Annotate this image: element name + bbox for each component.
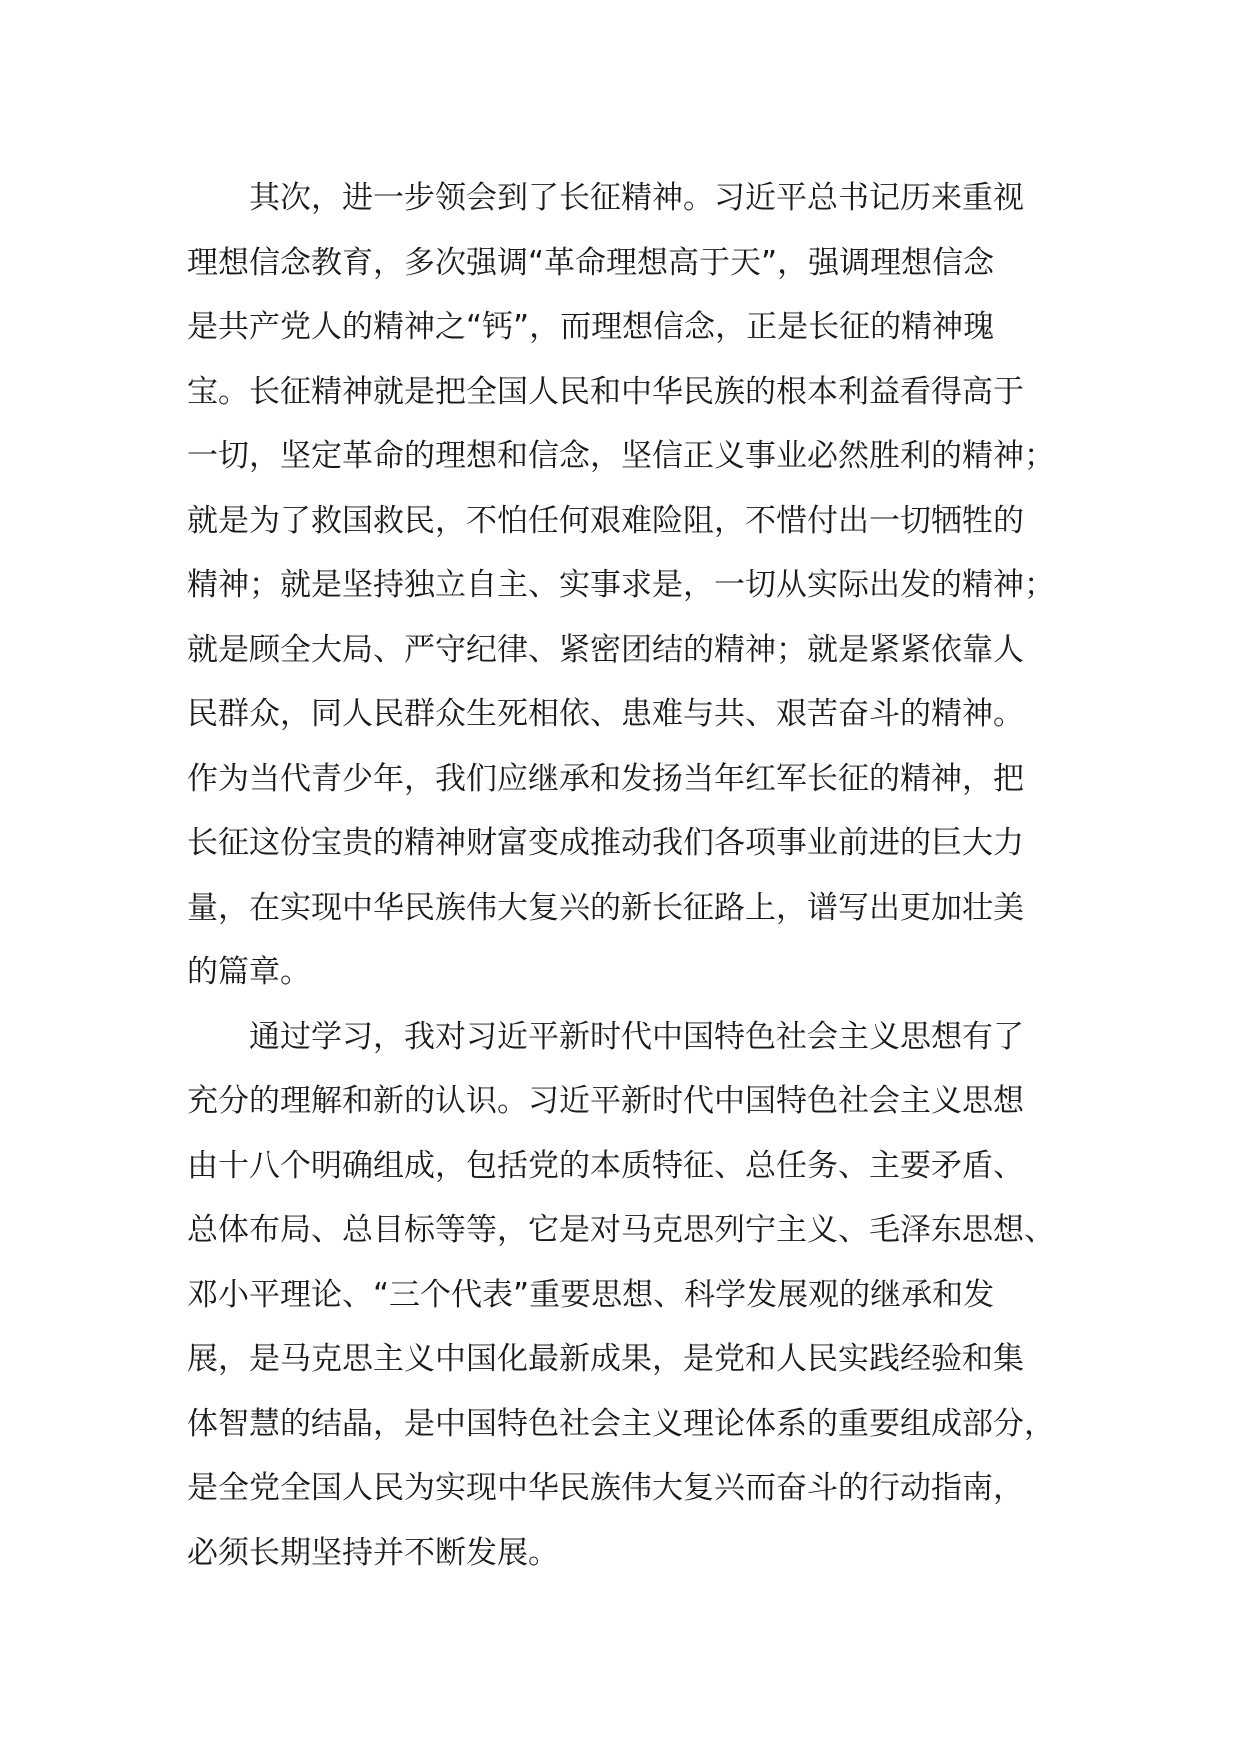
text-line: 就是顾全大局、严守纪律、紧密团结的精神；就是紧紧依靠人 xyxy=(187,631,1024,668)
text-line: 的篇章。 xyxy=(187,954,311,990)
text-line: 通过学习，我对习近平新时代中国特色社会主义思想有了 xyxy=(249,1018,1024,1055)
text-line: 展，是马克思主义中国化最新成果，是党和人民实践经验和集 xyxy=(187,1341,1024,1377)
text-line: 总体布局、总目标等等，它是对马克思列宁主义、毛泽东思想、 xyxy=(187,1212,1055,1248)
text-line: 必须长期坚持并不断发展。 xyxy=(187,1534,559,1571)
document-body xyxy=(187,166,1087,1585)
text-line: 宝。长征精神就是把全国人民和中华民族的根本利益看得高于 xyxy=(187,373,1024,410)
text-line: 是共产党人的精神之“钙”，而理想信念，正是长征的精神瑰 xyxy=(187,309,995,345)
text-line: 量，在实现中华民族伟大复兴的新长征路上，谱写出更加壮美 xyxy=(187,889,1024,926)
paragraph-study-reflection xyxy=(187,1005,1087,1586)
text-line: 精神；就是坚持独立自主、实事求是，一切从实际出发的精神； xyxy=(187,567,1055,603)
text-line: 由十八个明确组成，包括党的本质特征、总任务、主要矛盾、 xyxy=(187,1147,1024,1184)
text-line: 作为当代青少年，我们应继承和发扬当年红军长征的精神，把 xyxy=(187,760,1024,797)
text-line: 邓小平理论、“三个代表”重要思想、科学发展观的继承和发 xyxy=(187,1276,995,1313)
text-line: 理想信念教育，多次强调“革命理想高于天”，强调理想信念 xyxy=(187,244,995,281)
text-line: 是全党全国人民为实现中华民族伟大复兴而奋斗的行动指南， xyxy=(187,1470,1024,1506)
text-line: 充分的理解和新的认识。习近平新时代中国特色社会主义思想 xyxy=(187,1083,1024,1119)
text-line: 其次，进一步领会到了长征精神。习近平总书记历来重视 xyxy=(249,180,1024,216)
paragraph-long-march-spirit xyxy=(187,166,1087,1005)
text-line: 长征这份宝贵的精神财富变成推动我们各项事业前进的巨大力 xyxy=(187,825,1024,861)
text-line: 就是为了救国救民，不怕任何艰难险阻，不惜付出一切牺牲的 xyxy=(187,502,1024,539)
text-line: 体智慧的结晶，是中国特色社会主义理论体系的重要组成部分， xyxy=(187,1405,1055,1442)
text-line: 一切，坚定革命的理想和信念，坚信正义事业必然胜利的精神； xyxy=(187,438,1055,474)
text-line: 民群众，同人民群众生死相依、患难与共、艰苦奋斗的精神。 xyxy=(187,696,1024,732)
